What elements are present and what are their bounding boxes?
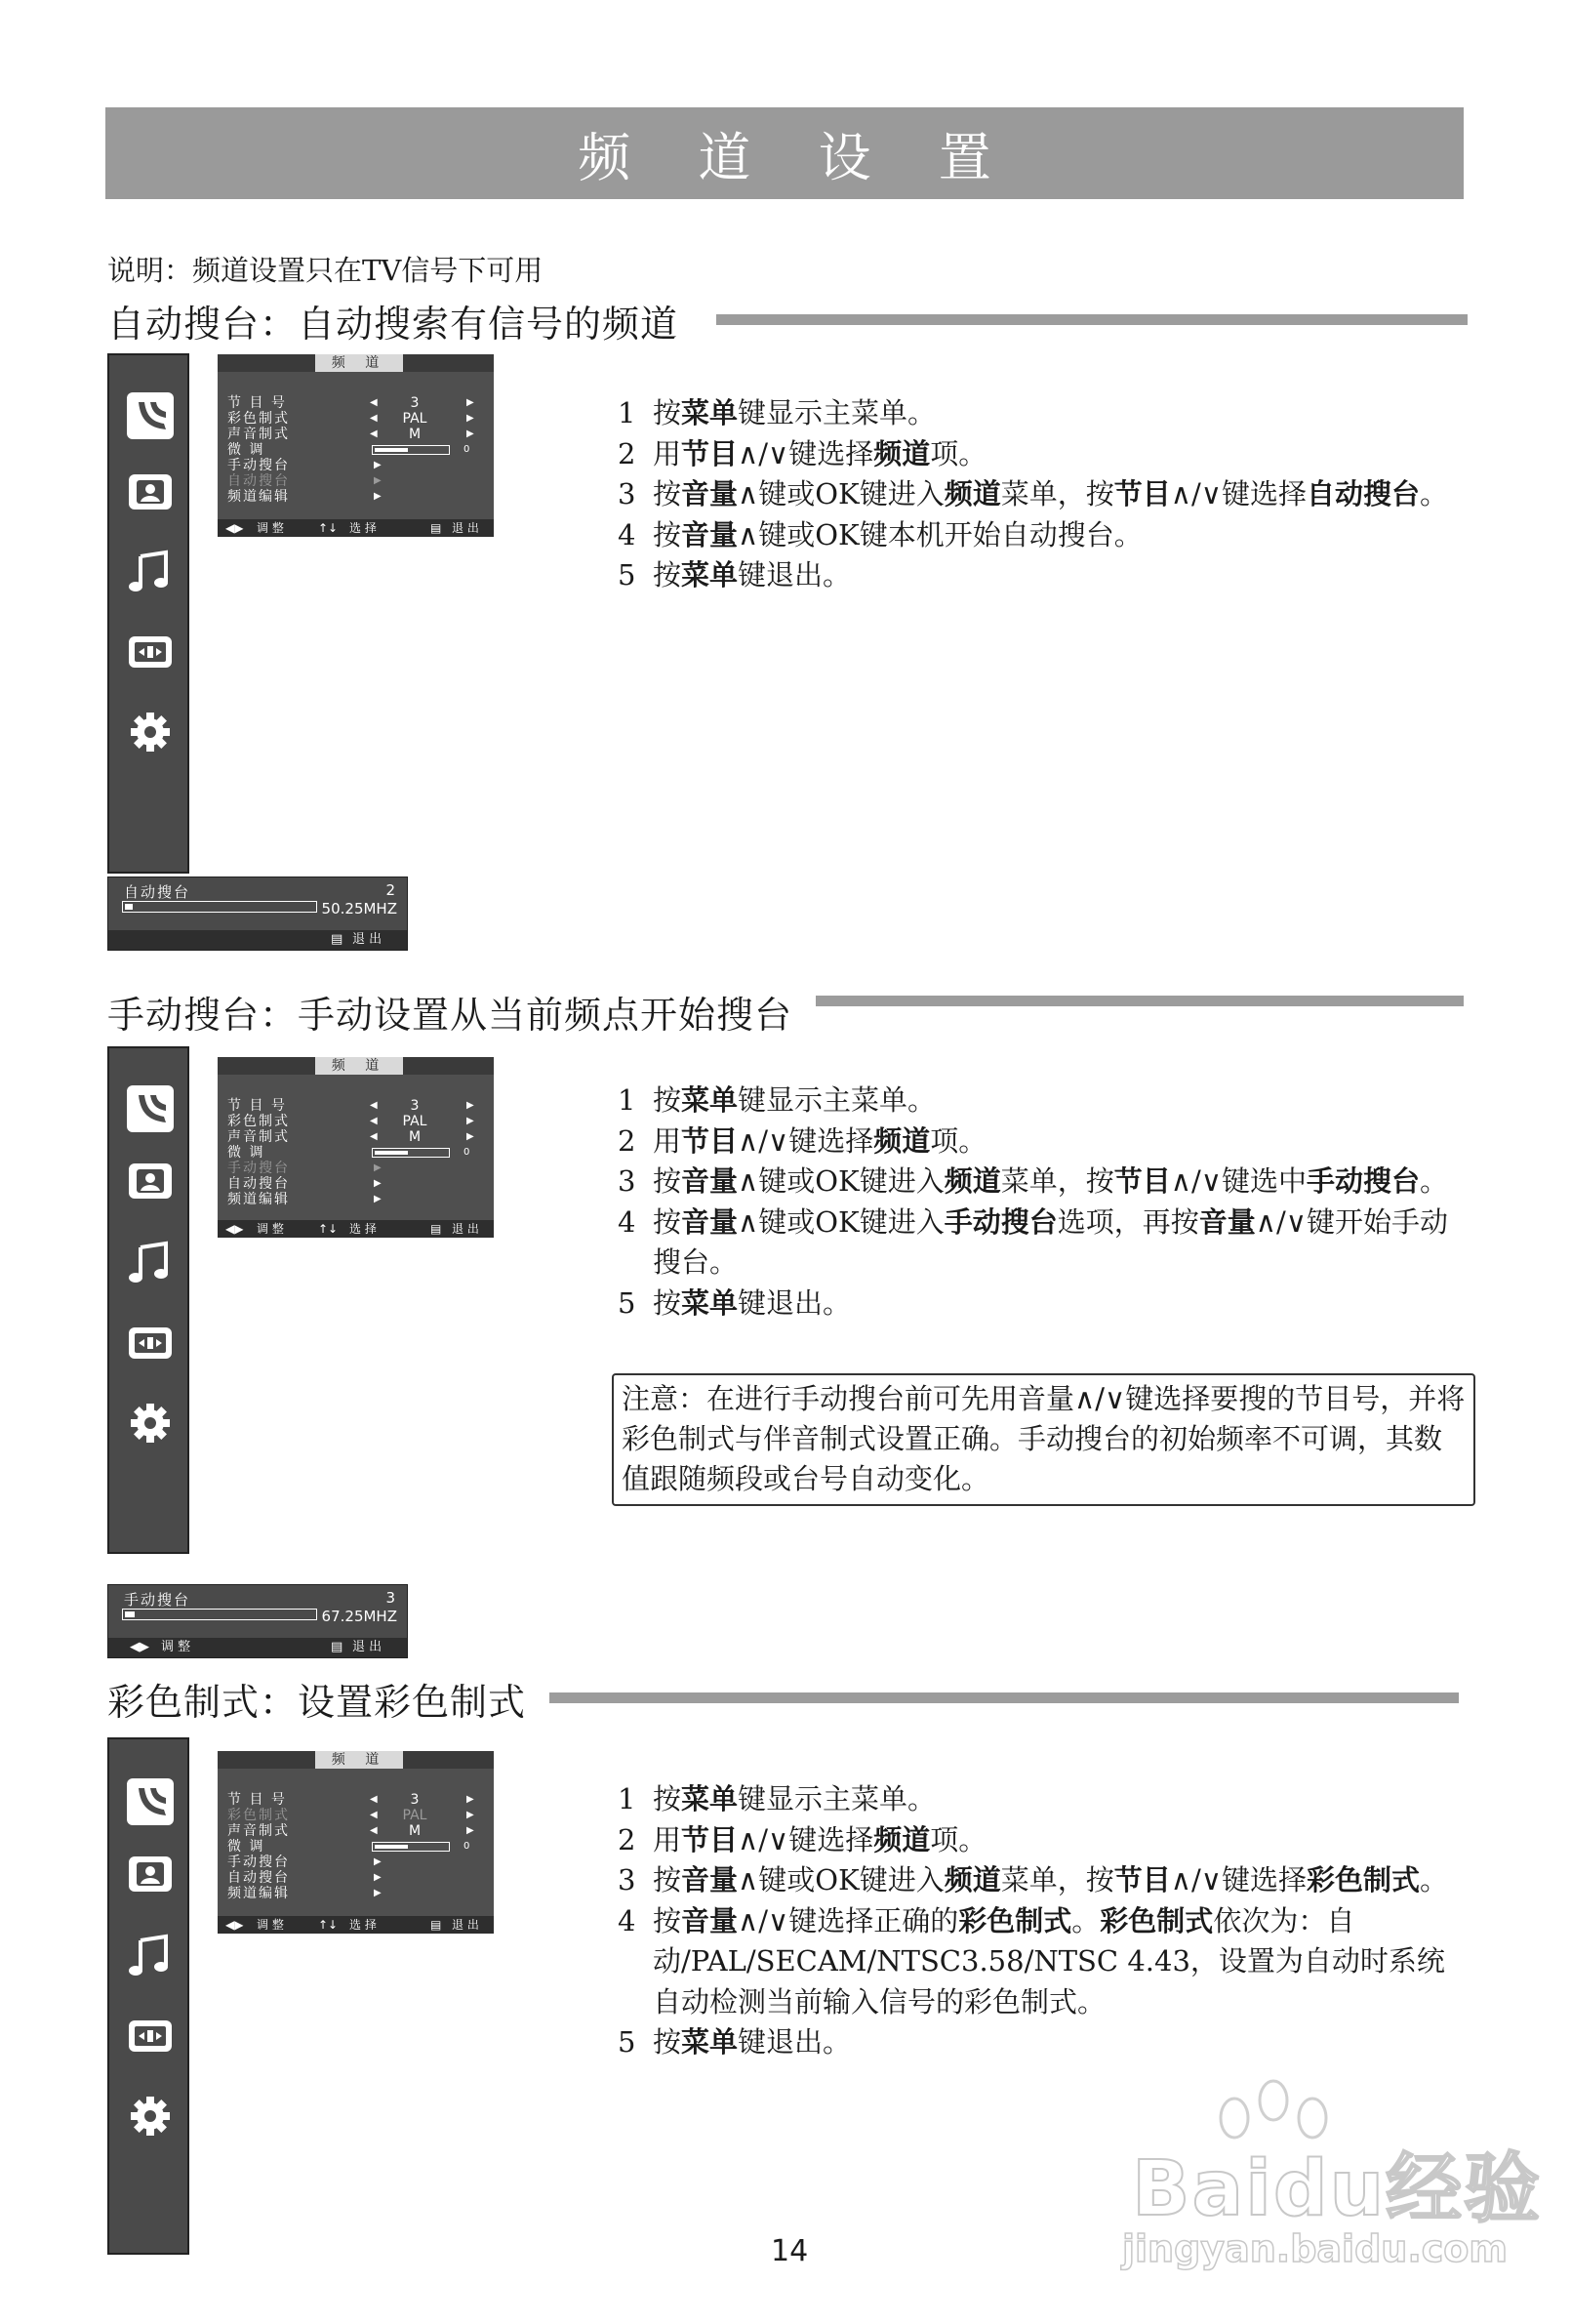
arrow-right-icon: ▶: [374, 491, 382, 502]
auto-search-osd: 自动搜台 2 50.25MHZ ▤ 退 出: [107, 877, 408, 951]
section-rule: [549, 1692, 1459, 1703]
step-text: 按: [653, 1285, 682, 1320]
menu-item-manual-search[interactable]: 手动搜台 ▶: [227, 458, 382, 473]
step-text: 按: [653, 396, 682, 429]
watermark-url: jingyan.baidu.com: [1122, 2227, 1508, 2270]
up-down-icon: ↑↓: [318, 521, 339, 535]
menu-key-icon: ▤: [430, 1222, 442, 1236]
step-text: 。: [1420, 1164, 1449, 1198]
step-item: [618, 434, 1457, 475]
arrow-left-icon: ◀: [370, 428, 378, 439]
step-text: 按: [653, 2025, 682, 2059]
arrow-right-icon: ▶: [466, 397, 474, 408]
steps-manual-search: [618, 1080, 1457, 1324]
arrow-right-icon: ▶: [374, 1856, 382, 1867]
step-keyword: 频道: [873, 1822, 931, 1856]
step-keyword: 节目: [1113, 477, 1171, 510]
step-number: 3: [618, 477, 636, 510]
step-item: [618, 1820, 1457, 1861]
step-text: ∧/∨键开始手动搜台。: [653, 1204, 1448, 1279]
arrow-right-icon: ▶: [466, 413, 474, 424]
step-text: ∧/∨键选中: [1170, 1164, 1307, 1198]
arrow-left-icon: ◀: [370, 397, 378, 408]
left-right-icon: ◀▶: [130, 1640, 149, 1654]
step-keyword: 彩色制式: [1100, 1903, 1214, 1937]
menu-item-program-number[interactable]: 节 目 号 ◀ 3 ▶: [227, 1792, 474, 1808]
step-keyword: 音量: [681, 517, 739, 551]
steps-auto-search: [618, 393, 1457, 596]
step-text: 键退出。: [738, 558, 852, 591]
gear-icon: [125, 707, 176, 757]
menu-item-sound-system[interactable]: 声音制式 ◀ M ▶: [227, 1823, 474, 1839]
menu-item-program-number[interactable]: 节 目 号 ◀ 3 ▶: [227, 395, 474, 411]
step-item: [618, 1203, 1457, 1284]
menu-item-manual-search[interactable]: 手动搜台 ▶: [227, 1855, 382, 1870]
arrow-right-icon: ▶: [374, 1888, 382, 1898]
step-text: ∧/∨键选择: [738, 1123, 874, 1158]
fine-tune-slider[interactable]: [372, 445, 450, 455]
menu-header: 频 道: [218, 1751, 494, 1769]
step-keyword: 节目: [1113, 1164, 1171, 1198]
step-text: ∧键或OK键进入: [738, 1164, 945, 1198]
step-text: 键显示主菜单。: [738, 396, 937, 429]
step-text: ∧键或OK键进入: [738, 477, 945, 510]
step-keyword: 音量: [681, 477, 739, 510]
step-item: [618, 1284, 1457, 1325]
step-item: [618, 474, 1457, 515]
channel-menu: [218, 1057, 494, 1238]
arrow-left-icon: ◀: [370, 1794, 378, 1805]
step-text: 按: [653, 477, 682, 510]
menu-item-channel-edit[interactable]: 频道编辑 ▶: [227, 1192, 382, 1207]
step-keyword: 音量: [681, 1863, 739, 1896]
tv-menu-sidebar: [107, 353, 189, 874]
arrow-right-icon: ▶: [374, 1194, 382, 1204]
menu-item-channel-edit[interactable]: 频道编辑 ▶: [227, 489, 382, 505]
step-text: 依次为：自动/PAL/SECAM/NTSC3.58/NTSC 4.43，设置为自动时系统自动检测当前输入信号的彩色制式。: [653, 1903, 1445, 2018]
picture-icon: [125, 467, 176, 517]
arrow-left-icon: ◀: [370, 1116, 378, 1126]
step-keyword: 频道: [944, 1863, 1001, 1896]
step-item: [618, 393, 1457, 434]
arrow-right-icon: ▶: [466, 1116, 474, 1126]
step-keyword: 音量: [681, 1164, 739, 1198]
arrow-right-icon: ▶: [374, 1872, 382, 1883]
step-text: 键显示主菜单。: [738, 1083, 937, 1117]
arrow-right-icon: ▶: [466, 1825, 474, 1836]
page-title: 频 道 设 置: [578, 126, 1017, 188]
fine-tune-slider[interactable]: [372, 1842, 450, 1852]
step-text: 项。: [930, 436, 987, 470]
screen-icon: [125, 1318, 176, 1368]
step-text: ∧/∨键选择: [1170, 477, 1307, 510]
step-number: 1: [618, 1782, 636, 1815]
step-text: 菜单，按: [1000, 1863, 1114, 1896]
arrow-left-icon: ◀: [370, 1100, 378, 1111]
usage-note: 说明：频道设置只在TV信号下可用: [107, 254, 544, 287]
menu-item-fine-tune[interactable]: 微 调 0: [227, 1839, 470, 1855]
step-item: [618, 2022, 1457, 2063]
step-number: 4: [618, 1204, 636, 1239]
step-keyword: 菜单: [681, 1285, 739, 1320]
menu-header: 频 道: [218, 354, 494, 372]
menu-item-sound-system[interactable]: 声音制式 ◀ M ▶: [227, 427, 474, 442]
step-number: 4: [618, 517, 636, 551]
menu-item-color-system[interactable]: 彩色制式 ◀ PAL ▶: [227, 1114, 474, 1129]
arrow-right-icon: ▶: [466, 1794, 474, 1805]
fine-tune-slider[interactable]: [372, 1148, 450, 1158]
music-note-icon: [125, 547, 176, 597]
step-keyword: 节目: [1113, 1863, 1171, 1896]
step-text: 按: [653, 1164, 682, 1198]
step-keyword: 音量: [681, 1204, 739, 1239]
arrow-right-icon: ▶: [374, 475, 382, 486]
arrow-right-icon: ▶: [466, 1100, 474, 1111]
step-number: 5: [618, 558, 636, 591]
step-item: [618, 1162, 1457, 1203]
notice-box: 注意：在进行手动搜台前可先用音量∧/∨键选择要搜的节目号，并将彩色制式与伴音制式设置正确。手动搜台的初始频率不可调，其数值跟随频段或台号自动变化。: [612, 1373, 1475, 1506]
menu-item-fine-tune[interactable]: 微 调 0: [227, 442, 470, 458]
step-text: ∧/∨键选择: [1170, 1863, 1307, 1896]
step-text: ∧/∨键选择正确的: [738, 1903, 959, 1937]
music-note-icon: [125, 1931, 176, 1981]
step-keyword: 菜单: [681, 1083, 739, 1117]
step-text: 键退出。: [738, 1285, 852, 1320]
left-right-icon: ◀▶: [225, 521, 244, 535]
antenna-icon: [125, 390, 176, 441]
menu-item-fine-tune[interactable]: 微 调 0: [227, 1145, 470, 1161]
step-number: 2: [618, 1822, 636, 1856]
step-text: 按: [653, 1782, 682, 1815]
step-keyword: 菜单: [681, 558, 739, 591]
menu-key-icon: ▤: [331, 1640, 343, 1654]
step-text: 。: [1071, 1903, 1101, 1937]
page-number: 14: [771, 2234, 809, 2268]
channel-menu: [218, 1751, 494, 1934]
menu-item-manual-search[interactable]: 手动搜台 ▶: [227, 1161, 382, 1176]
menu-item-auto-search[interactable]: 自动搜台 ▶: [227, 1870, 382, 1886]
screen-icon: [125, 627, 176, 677]
arrow-right-icon: ▶: [466, 1131, 474, 1142]
step-text: 按: [653, 1863, 682, 1896]
menu-item-auto-search[interactable]: 自动搜台 ▶: [227, 1176, 382, 1192]
steps-color-system: [618, 1779, 1457, 2063]
menu-footer: ◀▶ 调 整 ↑↓ 选 择 ▤ 退 出: [218, 1916, 494, 1934]
menu-footer: ◀▶ 调 整 ↑↓ 选 择 ▤ 退 出: [218, 519, 494, 537]
step-text: ∧/∨键选择: [738, 1822, 874, 1856]
arrow-left-icon: ◀: [370, 413, 378, 424]
step-text: 用: [653, 1822, 682, 1856]
manual-search-osd: 手动搜台 3 67.25MHZ ◀▶ 调 整 ▤ 退 出: [107, 1584, 408, 1658]
step-number: 3: [618, 1863, 636, 1896]
menu-item-color-system[interactable]: 彩色制式 ◀ PAL ▶: [227, 411, 474, 427]
step-item: [618, 1860, 1457, 1901]
menu-item-program-number[interactable]: 节 目 号 ◀ 3 ▶: [227, 1098, 474, 1114]
menu-item-channel-edit[interactable]: 频道编辑 ▶: [227, 1886, 382, 1901]
step-text: 菜单，按: [1000, 477, 1114, 510]
step-number: 1: [618, 396, 636, 429]
arrow-right-icon: ▶: [466, 428, 474, 439]
step-keyword: 频道: [873, 436, 931, 470]
arrow-right-icon: ▶: [374, 1162, 382, 1173]
step-keyword: 菜单: [681, 396, 739, 429]
step-keyword: 频道: [944, 477, 1001, 510]
step-text: 按: [653, 517, 682, 551]
step-keyword: 节目: [681, 436, 739, 470]
step-number: 2: [618, 1123, 636, 1158]
up-down-icon: ↑↓: [318, 1918, 339, 1932]
step-number: 5: [618, 1285, 636, 1320]
step-keyword: 手动搜台: [1306, 1164, 1420, 1198]
step-text: 用: [653, 1123, 682, 1158]
step-keyword: 彩色制式: [958, 1903, 1072, 1937]
step-item: [618, 1779, 1457, 1820]
menu-item-color-system[interactable]: 彩色制式 ◀ PAL ▶: [227, 1808, 474, 1823]
menu-key-icon: ▤: [331, 932, 343, 947]
step-text: 键显示主菜单。: [738, 1782, 937, 1815]
section-heading-color-system: 彩色制式：设置彩色制式: [107, 1680, 527, 1724]
tv-menu-sidebar: [107, 1737, 189, 2255]
step-keyword: 手动搜台: [944, 1204, 1058, 1239]
screen-icon: [125, 2011, 176, 2061]
step-text: ∧键或OK键进入: [738, 1204, 945, 1239]
step-number: 5: [618, 2025, 636, 2059]
step-number: 4: [618, 1903, 636, 1937]
gear-icon: [125, 1398, 176, 1448]
section-rule: [716, 314, 1468, 325]
step-keyword: 频道: [873, 1123, 931, 1158]
section-heading-auto-search: 自动搜台：自动搜索有信号的频道: [107, 302, 679, 346]
menu-item-auto-search[interactable]: 自动搜台 ▶: [227, 473, 382, 489]
step-keyword: 彩色制式: [1306, 1863, 1420, 1896]
picture-icon: [125, 1156, 176, 1206]
step-text: 。: [1420, 1863, 1449, 1896]
step-keyword: 音量: [681, 1903, 739, 1937]
antenna-icon: [125, 1083, 176, 1134]
menu-header: 频 道: [218, 1057, 494, 1075]
tv-menu-sidebar: [107, 1046, 189, 1554]
step-text: 按: [653, 558, 682, 591]
section-rule: [816, 996, 1464, 1006]
search-progress-bar: [122, 1609, 317, 1620]
step-text: 。: [1420, 477, 1449, 510]
step-number: 3: [618, 1164, 636, 1198]
step-number: 1: [618, 1083, 636, 1117]
step-text: 项。: [930, 1822, 987, 1856]
watermark-brand: Baidu经验: [1132, 2145, 1543, 2233]
arrow-right-icon: ▶: [374, 1178, 382, 1189]
menu-key-icon: ▤: [430, 521, 442, 535]
step-item: [618, 1080, 1457, 1121]
antenna-icon: [125, 1776, 176, 1827]
picture-icon: [125, 1849, 176, 1899]
step-keyword: 频道: [944, 1164, 1001, 1198]
page-title-bar: [105, 107, 1464, 199]
up-down-icon: ↑↓: [318, 1222, 339, 1236]
menu-key-icon: ▤: [430, 1918, 442, 1932]
step-item: [618, 1121, 1457, 1162]
arrow-left-icon: ◀: [370, 1810, 378, 1820]
step-text: 按: [653, 1083, 682, 1117]
step-text: 键退出。: [738, 2025, 852, 2059]
step-text: 按: [653, 1204, 682, 1239]
step-text: 菜单，按: [1000, 1164, 1114, 1198]
section-heading-manual-search: 手动搜台：手动设置从当前频点开始搜台: [107, 993, 793, 1037]
step-item: [618, 1901, 1457, 2023]
step-text: ∧/∨键选择: [738, 436, 874, 470]
step-keyword: 音量: [1198, 1204, 1256, 1239]
menu-footer: ◀▶ 调 整 ↑↓ 选 择 ▤ 退 出: [218, 1220, 494, 1238]
arrow-right-icon: ▶: [374, 460, 382, 470]
arrow-right-icon: ▶: [466, 1810, 474, 1820]
step-text: ∧键或OK键本机开始自动搜台。: [738, 517, 1143, 551]
step-keyword: 节目: [681, 1123, 739, 1158]
arrow-left-icon: ◀: [370, 1131, 378, 1142]
step-keyword: 菜单: [681, 1782, 739, 1815]
step-number: 2: [618, 436, 636, 470]
gear-icon: [125, 2091, 176, 2141]
channel-menu: [218, 354, 494, 537]
step-keyword: 节目: [681, 1822, 739, 1856]
step-text: 选项，再按: [1057, 1204, 1199, 1239]
step-item: [618, 555, 1457, 596]
step-text: 按: [653, 1903, 682, 1937]
step-text: 项。: [930, 1123, 987, 1158]
step-keyword: 自动搜台: [1306, 477, 1420, 510]
step-text: ∧键或OK键进入: [738, 1863, 945, 1896]
step-keyword: 菜单: [681, 2025, 739, 2059]
music-note-icon: [125, 1238, 176, 1288]
menu-item-sound-system[interactable]: 声音制式 ◀ M ▶: [227, 1129, 474, 1145]
step-text: 用: [653, 436, 682, 470]
left-right-icon: ◀▶: [225, 1918, 244, 1932]
search-progress-bar: [122, 901, 317, 913]
arrow-left-icon: ◀: [370, 1825, 378, 1836]
step-item: [618, 515, 1457, 556]
left-right-icon: ◀▶: [225, 1222, 244, 1236]
